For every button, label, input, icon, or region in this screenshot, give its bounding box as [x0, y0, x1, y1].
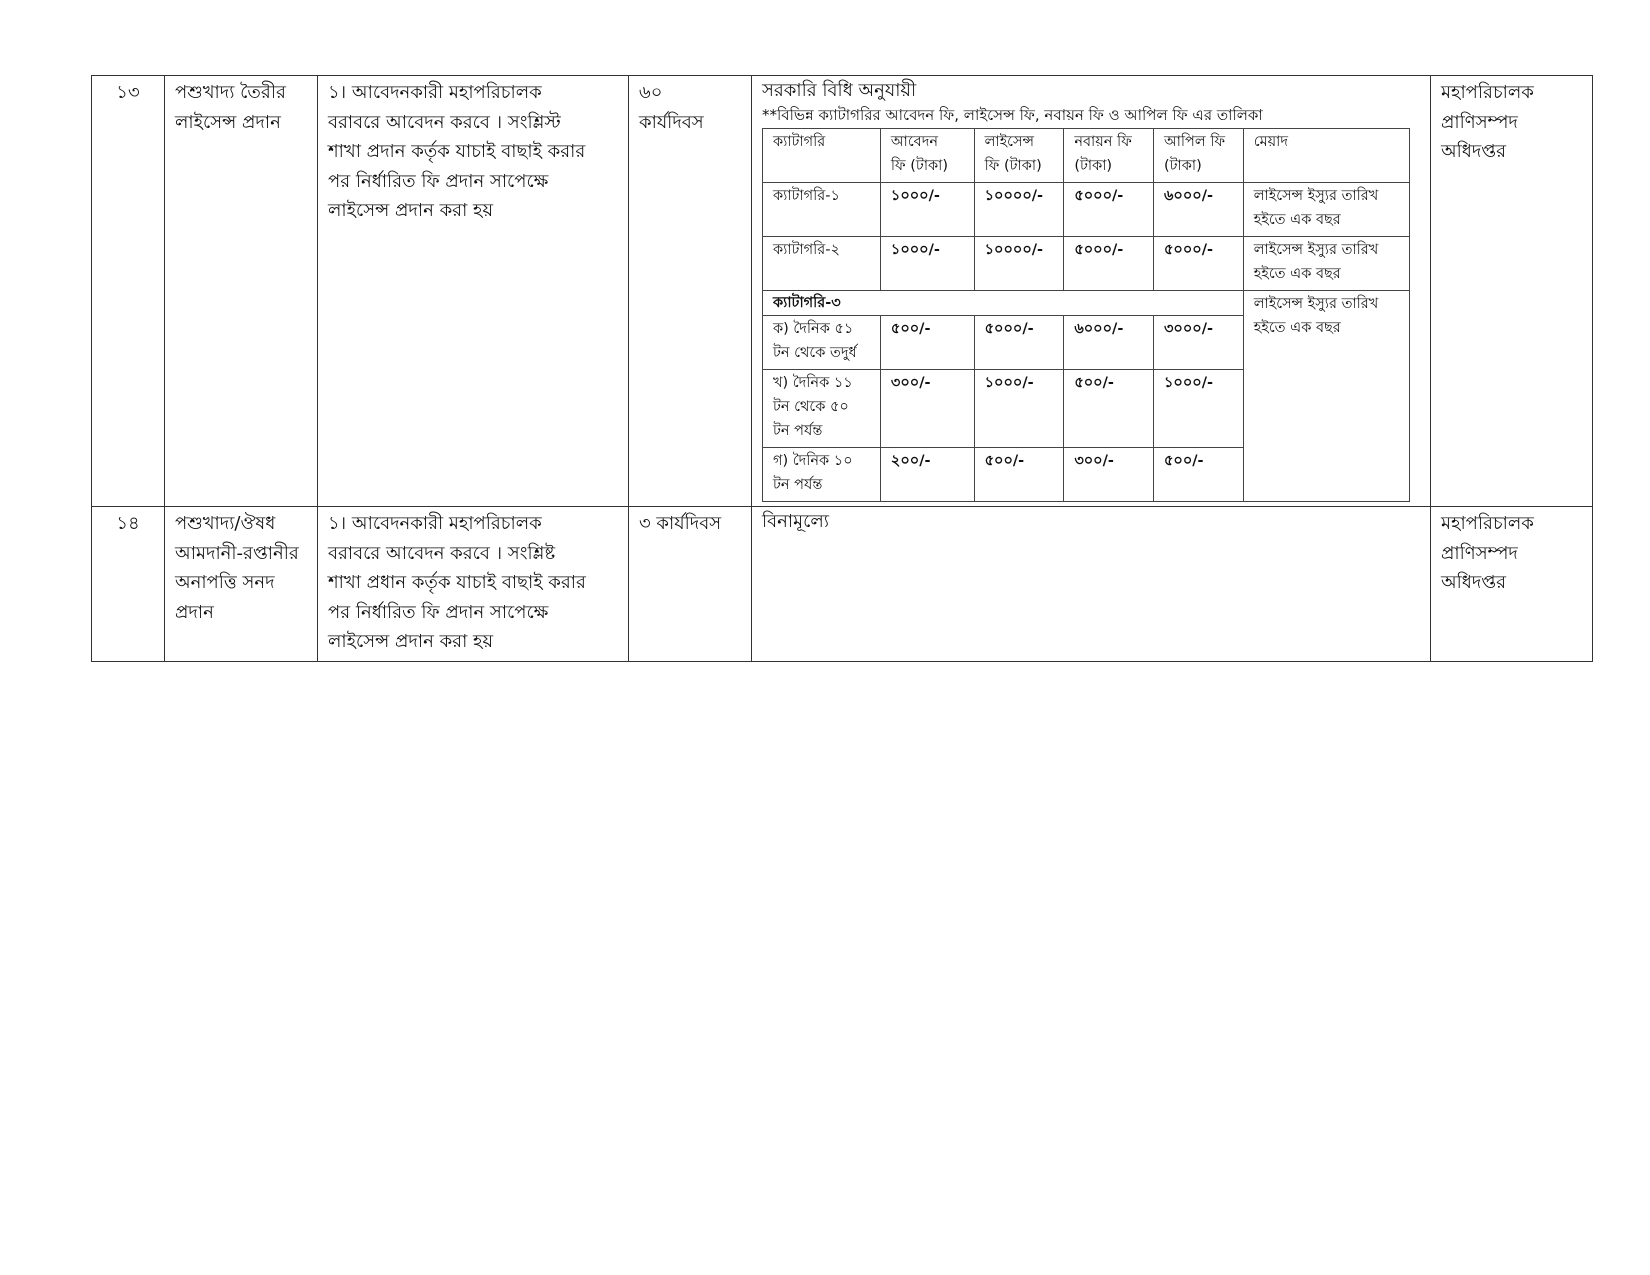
time-cell — [629, 76, 752, 507]
procedure-cell — [318, 76, 629, 507]
procedure-line: লাইসেন্স প্রদান করা হয় — [328, 200, 494, 221]
renewal-fee: ৫০০০/- — [1064, 183, 1154, 237]
validity — [1243, 183, 1409, 237]
procedure-line: শাখা প্রধান কর্তৃক যাচাই বাছাই করার — [328, 572, 586, 593]
fee-cell — [752, 76, 1431, 507]
renewal-fee: ৫০০০/- — [1064, 237, 1154, 291]
table-row — [92, 76, 1593, 507]
sub-category-name — [763, 370, 881, 448]
sub-category-name — [763, 316, 881, 370]
fee-header-renewal — [1064, 129, 1154, 183]
validity-line: হইতে এক বছর — [1253, 266, 1341, 282]
application-fee: ২০০/- — [880, 448, 974, 502]
time-line: ৩ কার্যদিবস — [639, 513, 722, 534]
category-name: ক্যাটাগরি-২ — [763, 237, 881, 291]
fee-row-category1 — [763, 183, 1410, 237]
validity-line: হইতে এক বছর — [1253, 320, 1341, 336]
procedure-line: পর নির্ধারিত ফি প্রদান সাপেক্ষে — [328, 601, 549, 623]
authority-line: প্রাণিসম্পদ — [1441, 111, 1518, 133]
procedure-line: বরাবরে আবেদন করবে । সংশ্লিষ্ট — [328, 542, 556, 564]
service-name-line: পশুখাদ্য/ঔষধ — [175, 513, 276, 534]
procedure-line: শাখা প্রদান কর্তৃক যাচাই বাছাই করার — [328, 141, 586, 162]
renewal-fee: ৫০০/- — [1064, 370, 1154, 448]
appeal-fee: ৫০০/- — [1154, 448, 1244, 502]
sub-category-line: খ) দৈনিক ১১ — [773, 375, 853, 391]
license-fee: ৫০০০/- — [974, 316, 1064, 370]
procedure-line: বরাবরে আবেদন করবে । সংশ্লিস্ট — [328, 111, 561, 133]
authority-cell — [1431, 507, 1593, 662]
service-name-line: অনাপত্তি সনদ — [175, 572, 275, 593]
license-fee: ১০০০০/- — [974, 237, 1064, 291]
document-page — [91, 75, 1592, 662]
citizen-charter-table — [91, 75, 1593, 662]
application-fee: ১০০০/- — [880, 183, 974, 237]
procedure-line: লাইসেন্স প্রদান করা হয় — [328, 631, 494, 652]
serial-cell — [92, 76, 165, 507]
license-fee: ৫০০/- — [974, 448, 1064, 502]
authority-line: প্রাণিসম্পদ — [1441, 542, 1518, 564]
validity-line: হইতে এক বছর — [1253, 212, 1341, 228]
renewal-fee: ৬০০০/- — [1064, 316, 1154, 370]
sub-category-line: টন থেকে তদুর্ধ — [773, 345, 857, 361]
header-text: (টাকা) — [1074, 158, 1113, 174]
procedure-line: ১। আবেদনকারী মহাপরিচালক — [328, 513, 542, 534]
fee-header-application — [880, 129, 974, 183]
service-name-line: লাইসেন্স প্রদান — [175, 111, 281, 133]
sub-category-name — [763, 448, 881, 502]
header-text: নবায়ন ফি — [1074, 134, 1132, 150]
serial-cell — [92, 507, 165, 662]
sub-category-line: টন পর্যন্ত — [773, 477, 823, 493]
appeal-fee: ৫০০০/- — [1154, 237, 1244, 291]
sub-category-line: ক) দৈনিক ৫১ — [773, 321, 854, 337]
validity-line: লাইসেন্স ইস্যুর তারিখ — [1253, 242, 1379, 258]
fee-caption: **বিভিন্ন ক্যাটাগরির আবেদন ফি, লাইসেন্স ফি, নবায়ন ফি ও আপিল ফি এর তালিকা — [762, 106, 1263, 124]
renewal-fee: ৩০০/- — [1064, 448, 1154, 502]
header-text: (টাকা) — [1164, 158, 1202, 174]
service-name-line: পশুখাদ্য তৈরীর — [175, 82, 286, 103]
header-text: মেয়াদ — [1253, 134, 1288, 150]
service-name-cell — [165, 76, 318, 507]
fee-row-category2 — [763, 237, 1410, 291]
validity — [1243, 291, 1409, 502]
header-text: ফি (টাকা) — [984, 158, 1042, 174]
authority-cell — [1431, 76, 1593, 507]
validity-line: লাইসেন্স ইস্যুর তারিখ — [1253, 188, 1379, 204]
application-fee: ৫০০/- — [880, 316, 974, 370]
authority-line: অধিদপ্তর — [1441, 572, 1506, 593]
time-line: কার্যদিবস — [639, 111, 704, 133]
header-text: ফি (টাকা) — [890, 158, 949, 174]
service-name-line: প্রদান — [175, 601, 214, 623]
validity — [1243, 237, 1409, 291]
sub-category-line: গ) দৈনিক ১০ — [773, 453, 853, 469]
validity-line: লাইসেন্স ইস্যুর তারিখ — [1253, 296, 1379, 312]
fee-table — [762, 128, 1410, 502]
header-text: ক্যাটাগরি — [773, 134, 826, 150]
fee-cell — [752, 507, 1431, 662]
appeal-fee: ৩০০০/- — [1154, 316, 1244, 370]
fee-title: সরকারি বিধি অনুযায়ী — [762, 80, 917, 101]
header-text: আপিল ফি — [1164, 134, 1226, 150]
appeal-fee: ১০০০/- — [1154, 370, 1244, 448]
serial-number: ১৩ — [116, 82, 140, 103]
fee-row-category3-heading — [763, 291, 1410, 316]
license-fee: ১০০০/- — [974, 370, 1064, 448]
fee-header-appeal — [1154, 129, 1244, 183]
fee-header-validity — [1243, 129, 1409, 183]
sub-category-line: টন পর্যন্ত — [773, 423, 823, 439]
serial-number: ১৪ — [116, 513, 140, 534]
authority-line: মহাপরিচালক — [1441, 513, 1534, 534]
time-cell — [629, 507, 752, 662]
application-fee: ১০০০/- — [880, 237, 974, 291]
fee-header-category — [763, 129, 881, 183]
service-name-cell — [165, 507, 318, 662]
fee-header-license — [974, 129, 1064, 183]
time-line: ৬০ — [639, 82, 663, 103]
authority-line: মহাপরিচালক — [1441, 82, 1534, 103]
header-text: লাইসেন্স — [984, 134, 1034, 150]
category-name: ক্যাটাগরি-১ — [763, 183, 881, 237]
fee-header-row — [763, 129, 1410, 183]
authority-line: অধিদপ্তর — [1441, 141, 1506, 162]
appeal-fee: ৬০০০/- — [1154, 183, 1244, 237]
service-name-line: আমদানী-রপ্তানীর — [175, 542, 299, 564]
procedure-line: পর নির্ধারিত ফি প্রদান সাপেক্ষে — [328, 170, 549, 192]
table-row — [92, 507, 1593, 662]
procedure-cell — [318, 507, 629, 662]
sub-category-line: টন থেকে ৫০ — [773, 399, 849, 415]
procedure-line: ১। আবেদনকারী মহাপরিচালক — [328, 82, 542, 103]
license-fee: ১০০০০/- — [974, 183, 1064, 237]
header-text: আবেদন — [890, 134, 938, 150]
category3-name: ক্যাটাগরি-৩ — [763, 291, 1244, 316]
fee-title: বিনামূল্যে — [762, 511, 829, 532]
application-fee: ৩০০/- — [880, 370, 974, 448]
